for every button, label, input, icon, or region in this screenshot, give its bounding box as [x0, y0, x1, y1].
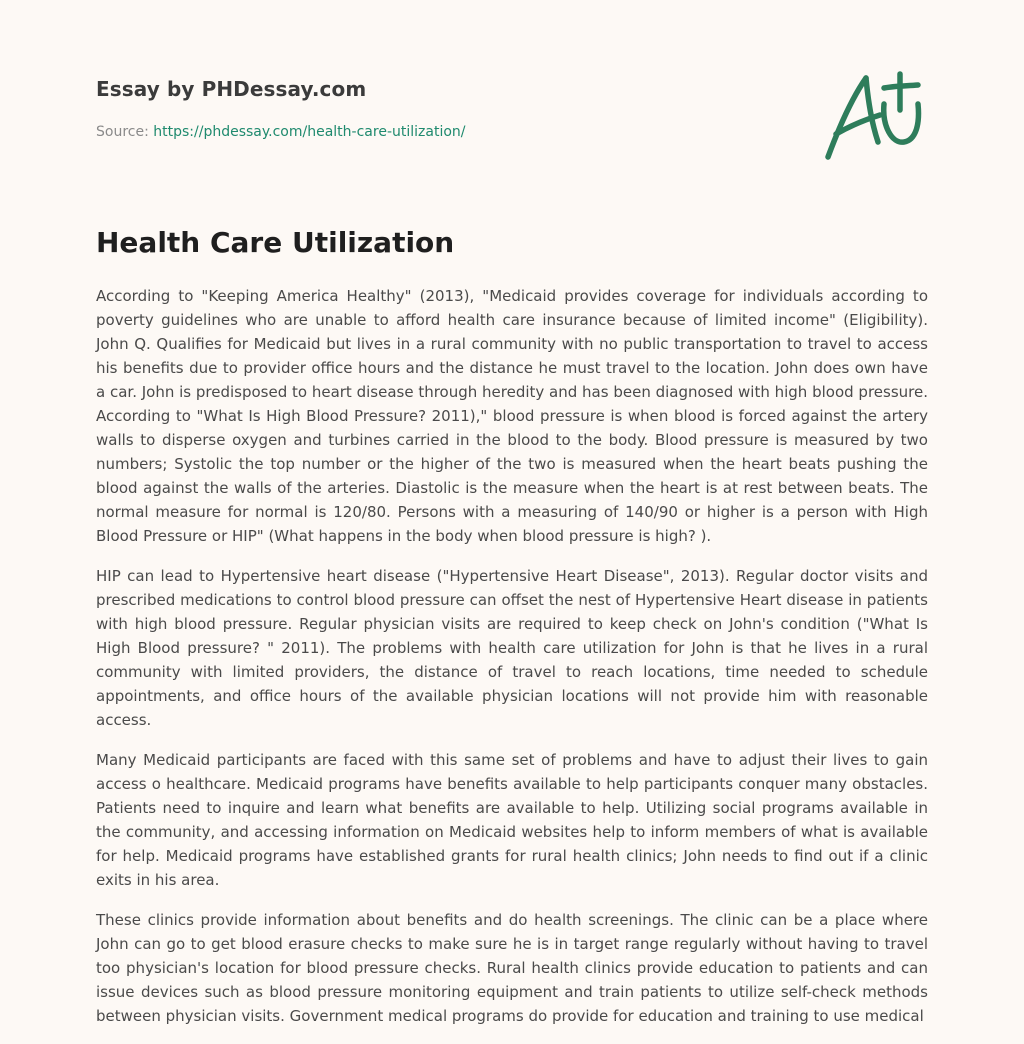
source-line: [96, 124, 465, 140]
essay-paragraph: Many Medicaid participants are faced with this same set of problems and have to adjust their lives to gain access o healthcare. Medicaid programs have benefits available to help participants conquer many obstacles. Patients need to inquire and learn what benefits are available to help. Utilizing social programs available in the community, and accessing information on Medicaid websites help to inform members of what is available for help. Medicaid programs have established grants for rural health clinics; John needs to find out if a clinic exits in his area.: [96, 751, 928, 889]
essay-paragraph: These clinics provide information about benefits and do health screenings. The clinic can be a place where John can go to get blood erasure checks to make sure he is in target range regularly without having to travel too physician's location for blood pressure checks. Rural health clinics provide education to patients and can issue devices such as blood pressure monitoring equipment and train patients to utilize self-check methods between physician visits. Government medical programs do provide for education and training to use medical: [96, 911, 928, 1025]
source-link[interactable]: https://phdessay.com/health-care-utilization/: [153, 124, 466, 140]
source-label: Source:: [96, 124, 154, 140]
a-plus-logo-icon: [822, 68, 926, 164]
essay-paragraph: According to "Keeping America Healthy" (2013), "Medicaid provides coverage for individuals according to poverty guidelines who are unable to afford health care insurance because of limited income" (Eligibility). John Q. Qualifies for Medicaid but lives in a rural community with no public transportation to travel to access his benefits due to provider office hours and the distance he must travel to the location. John does own have a car. John is predisposed to heart disease through heredity and has been diagnosed with high blood pressure. According to "What Is High Blood Pressure? 2011)," blood pressure is when blood is forced against the artery walls to disperse oxygen and turbines carried in the blood to the body. Blood pressure is measured by two numbers; Systolic the top number or the higher of the two is measured when the heart beats pushing the blood against the walls of the arteries. Diastolic is the measure when the heart is at rest between beats. The normal measure for normal is 120/80. Persons with a measuring of 140/90 or higher is a person with High Blood Pressure or HIP" (What happens in the body when blood pressure is high? ).: [96, 287, 928, 545]
site-brand: Essay by PHDessay.com: [96, 77, 367, 101]
essay-title: Health Care Utilization: [96, 226, 455, 259]
essay-body: [96, 284, 928, 1044]
essay-paragraph: HIP can lead to Hypertensive heart disease ("Hypertensive Heart Disease", 2013). Regular doctor visits and prescribed medications to control blood pressure can offset the nest of Hypertensive Heart disease in patients with high blood pressure. Regular physician visits are required to keep check on John's condition ("What Is High Blood pressure? " 2011). The problems with health care utilization for John is that he lives in a rural community with limited providers, the distance of travel to reach locations, time needed to schedule appointments, and office hours of the available physician locations will not provide him with reasonable access.: [96, 567, 928, 729]
